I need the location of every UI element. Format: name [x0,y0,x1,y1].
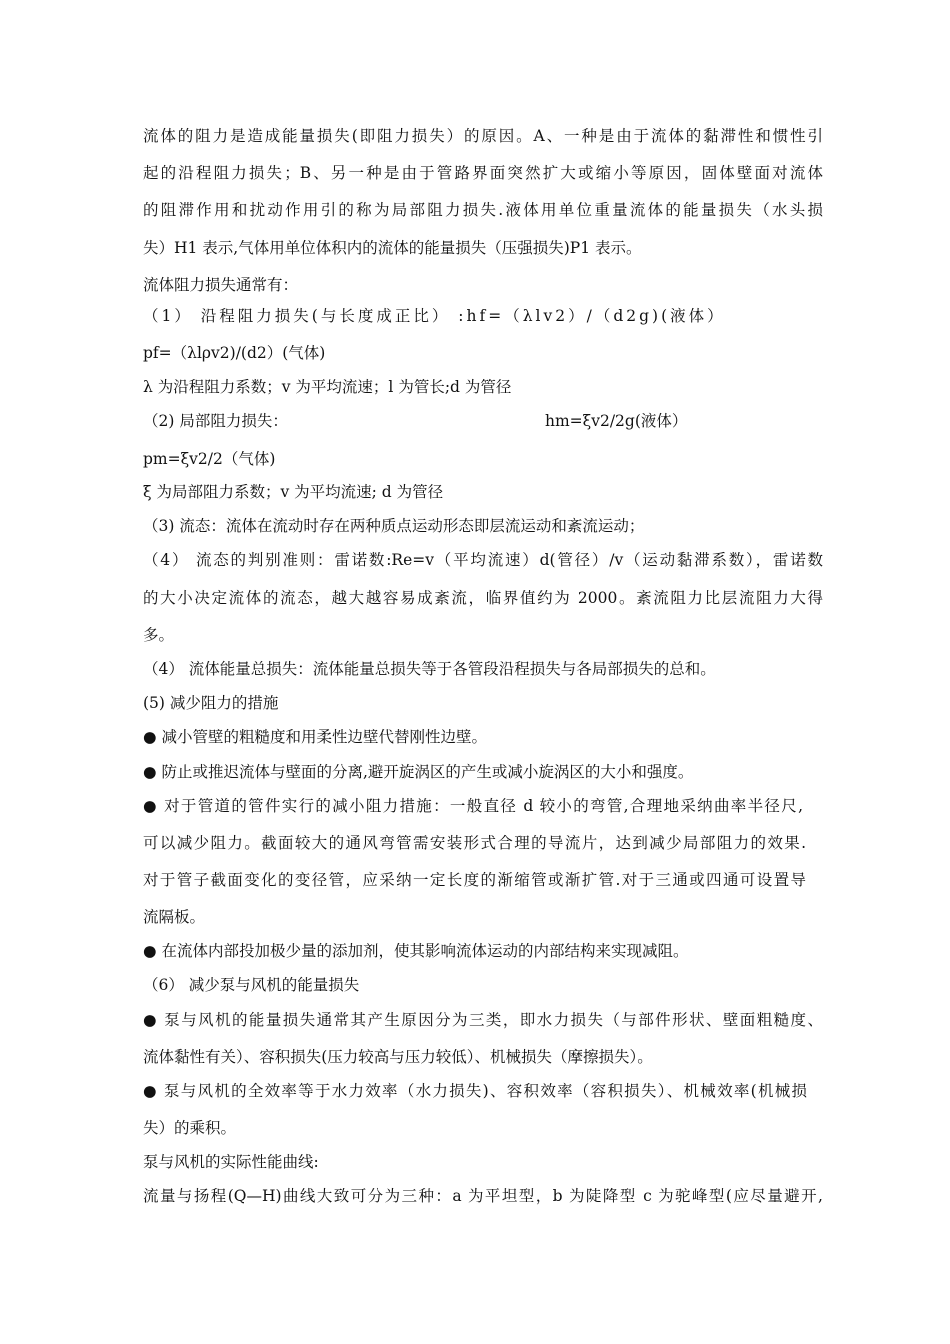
paragraph-line: （3) 流态：流体在流动时存在两种质点运动形态即层流运动和紊流运动； [143,517,645,535]
section-heading: （6） 减少泵与风机的能量损失 [143,976,360,994]
paragraph-line: （4） 流态的判别准则：雷诺数:Re=v（平均流速）d(管径）/v（运动黏滞系数），雷诺数 [143,551,823,569]
section-heading: 流体阻力损失通常有： [143,276,299,294]
paragraph-line: 起的沿程阻力损失；B、另一种是由于管路界面突然扩大或缩小等原因，固体壁面对流体 [143,164,823,182]
formula-row [143,411,823,431]
bullet-item: ● 减小管壁的粗糙度和用柔性边壁代替刚性边壁。 [143,728,487,746]
definition-line: ξ 为局部阻力系数；v 为平均流速; d 为管径 [143,483,444,501]
paragraph-line: 可以减少阻力。截面较大的通风弯管需安装形式合理的导流片，达到减少局部阻力的效果. [143,834,806,852]
paragraph-line: 的大小决定流体的流态，越大越容易成紊流，临界值约为 2000。紊流阻力比层流阻力大得 [143,589,823,607]
bullet-item: ● 防止或推迟流体与壁面的分离,避开旋涡区的产生或减小旋涡区的大小和强度。 [143,763,694,781]
paragraph-line: 对于管子截面变化的变径管，应采纳一定长度的渐缩管或渐扩管.对于三通或四通可设置导 [143,871,806,889]
paragraph-line: 失）H1 表示,气体用单位体积内的流体的能量损失（压强损失)P1 表示。 [143,239,642,257]
paragraph-line: 流量与扬程(Q—H)曲线大致可分为三种：a 为平坦型，b 为陡降型 c 为驼峰型(应尽量避开, [143,1187,823,1205]
paragraph-line: 流体的阻力是造成能量损失(即阻力损失）的原因。A、一种是由于流体的黏滞性和惯性引 [143,127,823,145]
bullet-item: ● 泵与风机的能量损失通常其产生原因分为三类，即水力损失（与部件形状、壁面粗糙度、 [143,1011,823,1029]
section-heading: 泵与风机的实际性能曲线: [143,1153,319,1171]
paragraph-line: 流隔板。 [143,908,206,926]
paragraph-line: 流体黏性有关）、容积损失(压力较高与压力较低）、机械损失（摩擦损失）。 [143,1048,653,1066]
formula-line: pm=ξv2/2（气体) [143,450,276,468]
formula-label: （2) 局部阻力损失： [143,412,288,430]
formula-expression: hm=ξv2/2g(液体） [545,412,688,430]
formula-line: pf=（λlρv2)/(d2）(气体) [143,344,326,362]
formula-line: （1） 沿程阻力损失(与长度成正比） :hf=（λlv2）/（d2g)(液体） [143,307,726,325]
paragraph-line: 的阻滞作用和扰动作用引的称为局部阻力损失.液体用单位重量流体的能量损失（水头损 [143,201,823,219]
bullet-item: ● 泵与风机的全效率等于水力效率（水力损失)、容积效率（容积损失）、机械效率(机械损 [143,1082,807,1100]
paragraph-line: 失）的乘积。 [143,1119,237,1137]
bullet-item: ● 对于管道的管件实行的减小阻力措施：一般直径 d 较小的弯管,合理地采纳曲率半径尺, [143,797,803,815]
definition-line: λ 为沿程阻力系数；v 为平均流速；l 为管长;d 为管径 [143,378,512,396]
paragraph-line: （4） 流体能量总损失：流体能量总损失等于各管段沿程损失与各局部损失的总和。 [143,660,716,678]
section-heading: (5) 减少阻力的措施 [143,694,279,712]
paragraph-line: 多。 [143,626,175,644]
bullet-item: ● 在流体内部投加极少量的添加剂，使其影响流体运动的内部结构来实现减阻。 [143,942,689,960]
